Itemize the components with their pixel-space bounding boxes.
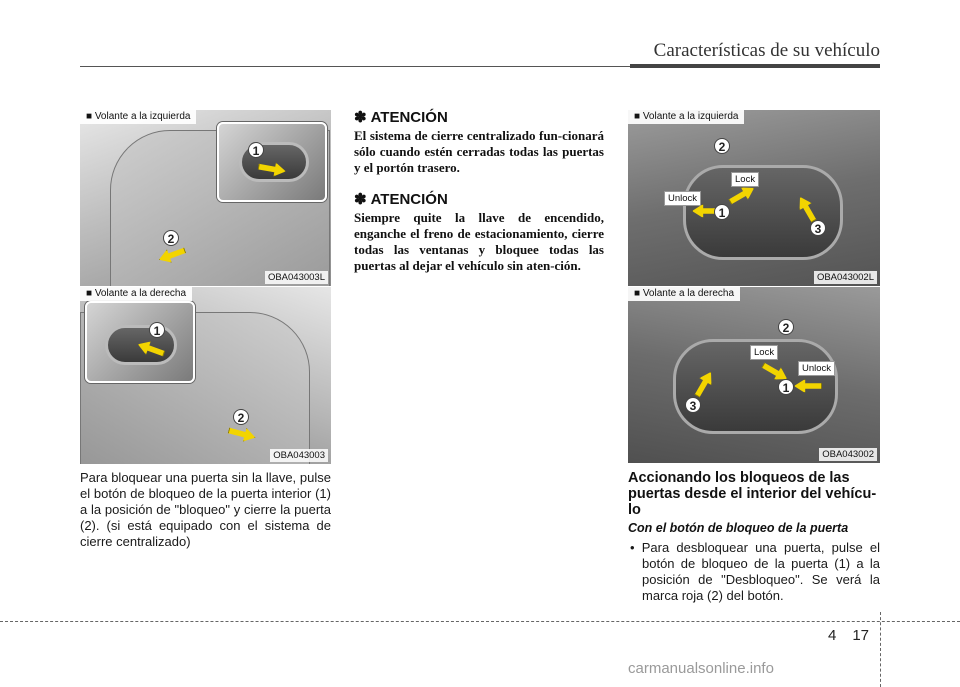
callout-badge-1: 1	[149, 322, 165, 338]
footer-dashed-divider	[880, 612, 881, 687]
figure-code: OBA043003L	[265, 271, 328, 284]
page-header-title: Características de su vehículo	[653, 40, 880, 61]
figure-top-right	[628, 110, 880, 286]
warning-text: Siempre quite la llave de encendido, enganche el freno de estacionamiento, cierre todas las ventanas y bloquee todas las puertas al dejar el vehículo sin aten-ción.	[354, 210, 604, 273]
unlock-label: Unlock	[664, 191, 701, 206]
callout-badge-2: 2	[233, 409, 249, 425]
asterisk-icon: ✽	[354, 191, 367, 208]
chapter-number: 4	[828, 627, 837, 644]
callout-badge-3: 3	[810, 220, 826, 236]
figure-top-left	[80, 110, 331, 286]
figure-bottom-left	[80, 287, 331, 464]
unlock-label: Unlock	[798, 361, 835, 376]
warning-title: ATENCIÓN	[370, 190, 448, 208]
page-number-value: 17	[852, 627, 870, 644]
callout-badge-2: 2	[778, 319, 794, 335]
asterisk-icon: ✽	[354, 109, 367, 126]
figure-bottom-right	[628, 287, 880, 463]
figure-tag: ■ Volante a la derecha	[628, 287, 740, 301]
callout-badge-2: 2	[714, 138, 730, 154]
footer-dashed-rule	[0, 621, 960, 622]
callout-badge-1: 1	[714, 204, 730, 220]
callout-badge-2: 2	[163, 230, 179, 246]
figure-tag: ■ Volante a la izquierda	[80, 110, 196, 124]
warning-text: El sistema de cierre centralizado fun-cionará sólo cuando estén cerradas todas las puertas y el portón trasero.	[354, 128, 604, 175]
bullet-item: • Para desbloquear una puerta, pulse el botón de bloqueo de la puerta (1) a la posición de "Desbloqueo". Se verá la marca roja (2) del botón.	[630, 540, 880, 603]
figure-tag: ■ Volante a la izquierda	[628, 110, 744, 124]
watermark: carmanualsonline.info	[628, 660, 774, 677]
body-paragraph: Para bloquear una puerta sin la llave, pulse el botón de bloqueo de la puerta interior (1) a la posición de "bloqueo" y cierre la puerta (2). (si está equipado con el sistema de cierre centralizado)	[80, 470, 331, 549]
figure-tag: ■ Volante a la derecha	[80, 287, 192, 301]
callout-badge-3: 3	[685, 397, 701, 413]
warning-heading	[354, 190, 448, 208]
section-subheading: Con el botón de bloqueo de la puerta	[628, 521, 849, 535]
figure-code: OBA043003	[270, 449, 328, 462]
lock-label: Lock	[750, 345, 778, 360]
warning-heading	[354, 108, 448, 126]
page-number	[828, 627, 869, 644]
door-handle-inset	[85, 301, 195, 383]
callout-badge-1: 1	[778, 379, 794, 395]
callout-badge-1: 1	[248, 142, 264, 158]
section-heading: Accionando los bloqueos de las puertas desde el interior del vehícu-lo	[628, 470, 877, 518]
figure-code: OBA043002	[819, 448, 877, 461]
lock-label: Lock	[731, 172, 759, 187]
figure-code: OBA043002L	[814, 271, 877, 284]
door-handle-inset	[217, 122, 327, 202]
header-rule-accent	[630, 64, 880, 68]
warning-title: ATENCIÓN	[370, 108, 448, 126]
